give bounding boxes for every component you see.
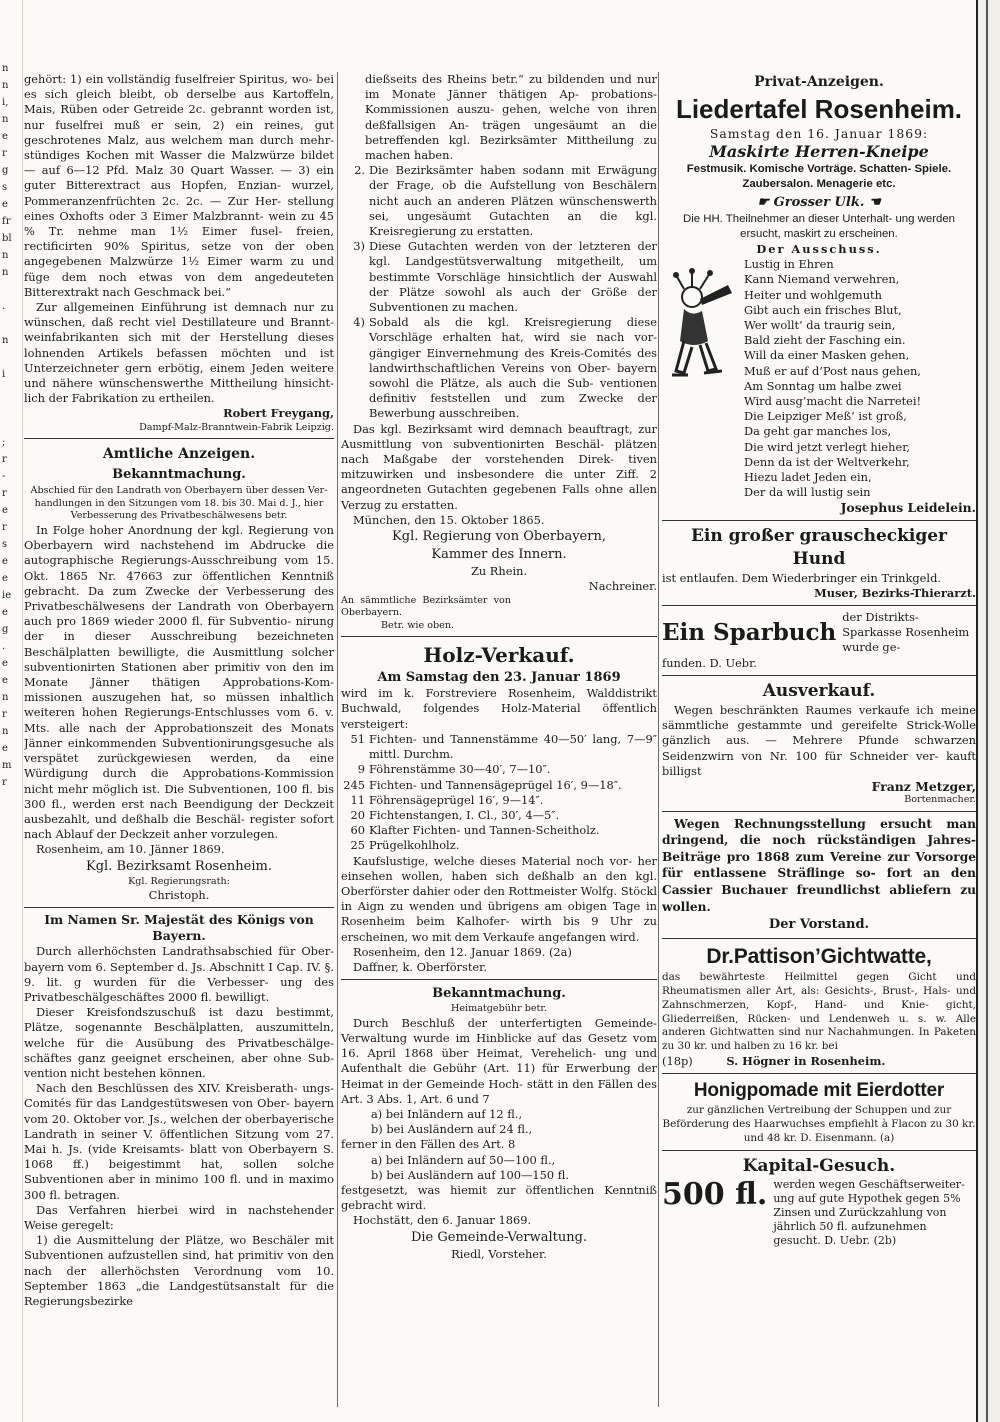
wood-quantity: 20 [350, 807, 365, 822]
adjacent-page-char: fr [2, 216, 11, 227]
office-rosenheim: Kgl. Bezirksamt Rosenheim. [86, 858, 272, 874]
association-ad-text: Wegen Rechnungsstellung ersucht man dringend, die noch rückständigen Jahres- Beiträge pro 1868 zum Vereine zur Vorsorge für entlassene Sträflinge so- fort an den Cassier Buchauer freundlichst abliefern zu wollen. [662, 816, 976, 914]
office-rosenheim-title: Kgl. Regierungsrath: [128, 875, 230, 887]
liedertafel-info: Die HH. Theilnehmer an dieser Unterhalt- ung werden ersucht, maskirt zu erscheinen. [682, 212, 956, 240]
heading-announcement-2: Bekanntmachung. [432, 986, 566, 1002]
adjacent-page-char: bl [2, 233, 12, 244]
capital-request-body [662, 1178, 976, 1248]
poem-line: Wer wollt’ da traurig sein, [744, 318, 896, 333]
clearance-sale-signature: Franz Metzger, [871, 778, 976, 794]
section-rule [662, 605, 976, 606]
adjacent-page-char [2, 349, 20, 366]
gout-wadding-text: das bewährteste Heilmittel gegen Gicht und Rheumatismen aller Art, als: Gesichts-, Brust-, Hals- und Zahnschmerzen, Kopf-, Hand- und Knie- gicht, Gliederreißen, Rücken- und Lendenweh u. s. w. Alle anderen Gichtwatten sind nur Nachahmungen. In Paketen zu 30 kr. und halben zu 16 kr. bei [662, 971, 976, 1053]
adjacent-page-char: n [2, 80, 9, 91]
announcement-2-text: Durch Beschluß der unterfertigten Gemeinde- Verwaltung wurde im Hinblicke auf das Gesetz vom 16. April 1868 über Heimat, Verehelich- ung und Aufenthalt die Gebühr (Art. 11) für Erwerbung der Heimat in der Gemeinde Hoch- stätt in den Fällen des Art. 3 Abs. 1, Art. 6 und 7 [341, 1015, 657, 1106]
section-rule [662, 1150, 976, 1151]
adjacent-page-char: e [2, 573, 8, 584]
adjacent-page-char: r [2, 488, 7, 499]
adjacent-page-char: r [2, 709, 7, 720]
adjacent-page-char [2, 400, 20, 417]
wood-description: Prügelkohlholz. [369, 838, 460, 853]
announcement-text: In Folge hoher Anordnung der kgl. Regierung von Oberbayern wird nachstehend im Abdrucke die autographische Regierungs-Ausschreibung vom 15. Okt. 1865 Nr. 47663 zur öffentlichen Kenntniß gebracht. Da zum Zwecke der Verbesserung des Privatbeschälwesens der Landrath von Oberbayern auch pro 1869 wieder 2000 fl. für Subventio- nirung der in dieser Ausschreibung bezeichneten Beschälplatten bewilligte, die Ausmittlung solcher subventionirten Stationen aber primitiv von den im Monate Jänner thätigen Approbations-Kom- missionen auszugehen hat, so müssen inhaltlich weiteren hohen Regierungs-Entschlusses vom 6. v. Mts. alle nach der Approbationszeit des Monats Jänner einkommenden Subventionirungsgesuche als verspätet zurückgewiesen werden, da eine Würdigung durch die Approbations-Kommission nicht mehr möglich ist. Die Subventionen, 100 fl. bis 300 fl., werden erst nach Beendigung der Deckzeit ausbezahlt, und deßhalb die Beschäl- register sofort nach Ablauf der Deckzeit anher vorzulegen. [24, 523, 334, 842]
office-chamber: Kammer des Innern. [431, 547, 567, 563]
dog-ad-text: ist entlaufen. Dem Wiederbringer ein Trinkgeld. [662, 570, 941, 585]
adjacent-page-char: n [2, 250, 9, 261]
jester-illustration-icon [662, 267, 736, 387]
announcement-2-date: Hochstätt, den 6. Januar 1869. [353, 1213, 532, 1228]
section-heading-official: Amtliche Anzeigen. [102, 446, 256, 463]
fee-d: b) bei Ausländern auf 100—150 fl. [371, 1167, 569, 1182]
office-municipality-signer: Riedl, Vorsteher. [451, 1246, 547, 1261]
column-3 [662, 72, 976, 1248]
section-rule [662, 811, 976, 812]
adjacent-page-char: n [2, 267, 9, 278]
adjacent-page-char: e [2, 675, 8, 686]
adjacent-page-char: . [2, 301, 6, 312]
signature-freygang: Robert Freygang, [223, 406, 334, 421]
poem-line: Gibt auch ein frisches Blut, [744, 302, 902, 317]
decree-subject: Betr. wie oben. [381, 619, 455, 631]
clearance-sale-title: Ausverkauf. [762, 680, 876, 701]
decree-date: München, den 15. Oktober 1865. [353, 512, 545, 527]
right-page-edge [976, 0, 1000, 1422]
fee-middle: ferner in den Fällen des Art. 8 [341, 1137, 516, 1152]
announcement-2-subject: Heimatgebühr betr. [451, 1003, 547, 1015]
adjacent-page-char: ; [2, 437, 6, 448]
royal-decree-text-2: Dieser Kreisfondszuschuß ist dazu bestimmt, Plätze, sogenannte Beschälplatten, auszumitteln, welche für die Ausübung des Privatbeschälge- schäftes ganz geeignet erscheinen, aber ohne Sub- vention nicht bestehen können. [24, 1005, 334, 1080]
pointing-hand-icon: ☛ [757, 194, 774, 210]
section-rule [341, 636, 657, 637]
announcement-date: Rosenheim, am 10. Jänner 1869. [36, 842, 225, 857]
section-rule [662, 520, 976, 521]
pointing-hand-icon: ☚ [864, 194, 881, 210]
wood-quantity: 60 [350, 823, 365, 838]
decree-item-4: 4) Sobald als die kgl. Kreisregierung diese Vorschläge erhalten hat, wird sie nach vor- gängiger Einvernehmung des Kreis-Comités des landwirthschaftlichen Vereins von Ober- bayern sowohl die Plätze, als auch die Sub- ventionen definitiv feststellen und zum Zwecke der Bewerbung ausschreiben. [353, 315, 657, 421]
liedertafel-highlight: ☛ Grosser Ulk. ☚ [757, 194, 881, 210]
office-municipality: Die Gemeinde-Verwaltung. [410, 1229, 588, 1245]
adjacent-page-char: n [2, 692, 9, 703]
decree-item-3: 3) Diese Gutachten werden von der letzteren der kgl. Landgestütsverwaltung mitgetheilt, um bestimmte Vorschläge hinsichtlich der Auswahl der Plätze sowohl als auch der Größe der Subventionen zu machen. [353, 239, 657, 315]
royal-decree-text-3: Nach den Beschlüssen des XIV. Kreisberath- ungs-Comités für das Landgestütswesen von Ober- bayern vom 20. Oktober vor. Js., welchen der oberbayerische Landrath in seiner V. öffentlichen Sitzung vom 27. Mai h. Js. (vide Kreisamts- blatt von Oberbayern S. 1068 ff.) beigestimmt hat, sollen solche Subventionen aber in minimo 100 fl. und in maximo 300 fl. betragen. [24, 1081, 334, 1202]
wood-description: Fichten- und Tannenstämme 40—50′ lang, 7—9″ mittl. Durchm. [369, 731, 657, 762]
savings-book-ad [662, 610, 976, 656]
adjacent-page-char [2, 281, 20, 298]
adjacent-page-char: e [2, 658, 8, 669]
wood-sale-signature: Daffner, k. Oberförster. [353, 959, 487, 974]
pomade-text: zur gänzlichen Vertreibung der Schuppen und zur Beförderung des Haarwuchses empfiehlt à Flacon zu 30 kr. und 48 kr. D. Eisenmann. (a) [662, 1104, 976, 1144]
gout-wadding-seller: (18p) S. Högner in Rosenheim. [662, 1054, 886, 1069]
adjacent-page-char: r [2, 148, 7, 159]
decree-continuation: dießseits des Rheins betr.“ zu bildenden und nur im Monate Jänner thätigen Ap- probations-Kommissionen auszu- gehen, welche von ihren deßfallsigen An- trägen ungesäumt an die betreffenden kgl. Bezirksämter Mittheilung zu machen haben. [365, 72, 657, 163]
adjacent-page-char [2, 383, 20, 400]
wood-sale-item [341, 732, 657, 762]
clearance-sale-profession: Bortenmacher. [904, 794, 976, 806]
capital-amount: 500 fl. [662, 1176, 768, 1212]
liedertafel-signature: Der Ausschuss. [756, 242, 882, 257]
adjacent-page-char: s [2, 539, 8, 550]
wood-sale-list [341, 732, 657, 854]
adjacent-page-char: e [2, 607, 8, 618]
poem-line: Die wird jetzt verlegt hieher, [744, 439, 911, 454]
poem-line: Will da einer Masken gehen, [744, 348, 910, 363]
poem-line: Lustig in Ehren [744, 257, 834, 272]
wood-description: Fichten- und Tannensägeprügel 16′, 9—18″. [369, 777, 622, 792]
adjacent-page-char: i, [2, 97, 9, 108]
adjacent-page-char: g [2, 624, 9, 635]
poem-signature: Josephus Leidelein. [840, 500, 976, 516]
heading-wood-sale: Holz-Verkauf. [423, 643, 575, 668]
savings-book-text: der Distrikts-Sparkasse Rosenheim wurde ge- [842, 610, 970, 655]
adjacent-page-char: e [2, 505, 8, 516]
wood-sale-item [341, 808, 657, 823]
poem-lines [736, 257, 976, 500]
liedertafel-event: Maskirte Herren-Kneipe [709, 142, 929, 162]
adjacent-page-char: i [2, 369, 6, 380]
poem-line: Kann Niemand verwehren, [744, 272, 900, 287]
poem-line: Bald zieht der Fasching ein. [744, 333, 906, 348]
column-1 [24, 72, 334, 1309]
poem-line: Die Leipziger Meß’ ist groß, [744, 409, 907, 424]
adjacent-page-char: e [2, 743, 8, 754]
malt-article-conclusion: Zur allgemeinen Einführung ist demnach nur zu wünschen, daß recht viel Destillateure und Brannt- weinfabrikanten sich mit der Herstellung dieses lohnenden Artikels befassen möchten und ist Unterzeichneter gern erbötig, einem Jeden weitere und nähere wünschenswerthe Mittheilung hinsicht- lich der Fabrikation zu ertheilen. [24, 300, 334, 406]
royal-decree-item-1: 1) die Ausmittelung der Plätze, wo Beschäler mit Subventionen aufzustellen sind, hat primitiv von den nach der allerhöchsten Verordnung vom 10. September 1863 „die Landgestütsanstalt für die Regierungsbezirke [24, 1233, 334, 1308]
wood-sale-item [341, 823, 657, 838]
adjacent-page-char: ie [2, 590, 12, 601]
wood-sale-details: Kaufslustige, welche dieses Material noch vor- her einsehen wollen, haben sich deßhalb an den kgl. Oberförster dahier oder den Rottmeister Wolfg. Stöckl in Aign zu wenden und übrigens am obigen Tage in Rosenheim beim Kalhofer- wirth bis 9 Uhr zu erscheinen, wo mit dem Verkaufe angefangen wird. [341, 853, 657, 944]
dog-ad-title: Ein großer grauscheckiger Hund [690, 525, 948, 569]
section-rule [662, 938, 976, 939]
wood-sale-item [341, 762, 657, 777]
clearance-sale-text: Wegen beschränkten Raumes verkaufe ich meine sämmtliche gestammte und gereifelte Strick-Wolle gänzlich aus. — Mehrere Pfunde schwarzen Seidenzwirn von Nr. 100 für Schneider ver- kauft billigst [662, 702, 976, 778]
column-divider-2 [658, 72, 659, 1407]
office-government: Kgl. Regierung von Oberbayern, [392, 529, 606, 545]
poem-line: Da geht gar manches los, [744, 424, 892, 439]
malt-article-text: gehört: 1) ein vollständig fuselfreier Spiritus, wo- bei es sich gleich bleibt, ob derselbe aus Kartoffeln, Mais, Rüben oder Getreide 2c. gebrannt worden ist, nur fuselfrei muß er sein, 2) ein reines, gut geschrotenes Malz, aus welchem man durch mehr- stündiges Kochen mit Wasser die Malzwürze bildet — auf 6—12 Pfd. Malz 30 Quart Wasser. — 3) ein guter Bitterextract aus Hopfen, Enzian- wurzel, Pommeranzenfrüchten 2c. 2c. — Zur Her- stellung eines Oxhofts oder 3 Eimer Malzbrannt- wein zu 45 % Tr. nehme man 1½ Eimer fusel- freien, rectificirten 90% Spiritus, setze von der oben angegebenen Malzwürze 1½ Eimer warm zu und füge dem noch etwas von dem angedeuteten Bitterextrakt nach Geschmack bei.“ [24, 72, 334, 299]
poem-line: Am Sonntag um halbe zwei [744, 378, 902, 393]
capital-request-text: werden wegen Geschäftserweiter- ung auf gute Hypothek gegen 5% Zinsen und Zurückzahlung von jährlich 50 fl. aufzunehmen gesucht. D. Uebr. (2b) [773, 1177, 965, 1247]
liedertafel-date: Samstag den 16. Januar 1869: [709, 126, 929, 141]
adjacent-page-char: m [2, 760, 12, 771]
office-rosenheim-signer: Christoph. [148, 888, 210, 903]
section-rule [662, 675, 976, 676]
section-rule [662, 1073, 976, 1074]
poem-line: Hiezu ladet Jeden ein, [744, 470, 872, 485]
pomade-title: Honigpomade mit Eierdotter [693, 1080, 945, 1102]
royal-decree-text-1: Durch allerhöchsten Landrathsabschied für Ober- bayern vom 6. September d. Js. Abschnitt I Cap. IV. §. 9. lit. g wurden für die Verbesser- ung des Privatbeschälgeschäftes 2000 fl. bewilligt. [24, 944, 334, 1004]
section-heading-private: Privat-Anzeigen. [754, 74, 884, 90]
poem-line: Muß er auf d’Post naus gehen, [744, 363, 922, 378]
wood-quantity: 11 [350, 792, 365, 807]
fee-b: b) bei Ausländern auf 24 fl., [371, 1122, 533, 1137]
fee-a: a) bei Inländern auf 12 fl., [371, 1106, 523, 1121]
adjacent-page-char: n [2, 63, 9, 74]
wood-quantity: 245 [343, 777, 365, 792]
office-signer-2: Nachreiner. [588, 579, 657, 594]
wood-sale-item [341, 793, 657, 808]
announcement-2-closing: festgesetzt, was hiemit zur öffentlichen Kenntniß gebracht wird. [341, 1182, 657, 1213]
adjacent-page-char [2, 417, 20, 434]
capital-request-title: Kapital-Gesuch. [742, 1155, 896, 1176]
section-rule [341, 979, 657, 980]
adjacent-page-char: n [2, 114, 9, 125]
wood-description: Föhrenstämme 30—40′, 7—10″. [369, 762, 551, 777]
heading-announcement: Bekanntmachung. [112, 467, 246, 483]
association-ad-signature: Der Vorstand. [768, 917, 870, 933]
decree-addressee: An sämmtliche Bezirksämter von Oberbayern. [341, 594, 511, 619]
liedertafel-title: Liedertafel Rosenheim. [675, 94, 963, 124]
column-divider-1 [337, 72, 338, 1407]
liedertafel-program: Festmusik. Komische Vorträge. Schatten- Spiele. Zaubersalon. Menagerie etc. [686, 163, 952, 191]
gout-wadding-title: Dr.Pattison’Gichtwatte, [706, 945, 932, 969]
adjacent-page-char: . [2, 641, 6, 652]
wood-sale-date: Am Samstag den 23. Januar 1869 [377, 670, 621, 686]
section-rule [24, 438, 334, 439]
wood-sale-item [341, 838, 657, 853]
adjacent-page-char: s [2, 182, 8, 193]
wood-description: Klafter Fichten- und Tannen-Scheitholz. [369, 823, 600, 838]
savings-book-found: funden. D. Uebr. [662, 655, 757, 670]
adjacent-page-char: g [2, 165, 9, 176]
adjacent-page-char: n [2, 335, 9, 346]
poem-line: Heiter und wohlgemuth [744, 287, 882, 302]
left-page-edge [0, 0, 23, 1422]
adjacent-page-char: e [2, 199, 8, 210]
decree-instruction: Das kgl. Bezirksamt wird demnach beauftragt, zur Ausmittlung von subventionirten Beschäl- plätzen nach Maßgabe der vorstehenden Direk- tiven mitzuwirken und insbesondere die unter Ziff. 2 angeordneten Gutachten gegebenen Falls ohne allen Verzug zu erstatten. [341, 421, 657, 512]
office-signer-1: Zu Rhein. [470, 564, 528, 579]
announcement-subject: Abschied für den Landrath von Oberbayern über dessen Ver- handlungen in den Sitzungen vom 18. bis 30. Mai d. J., hier Verbesserung des Privatbeschälwesens betr. [30, 485, 328, 522]
wood-quantity: 25 [350, 838, 365, 853]
adjacent-page-char: r [2, 522, 7, 533]
adjacent-page-char: e [2, 131, 8, 142]
wood-quantity: 51 [350, 731, 365, 746]
wood-sale-item [341, 778, 657, 793]
savings-book-title: Ein Sparbuch [662, 619, 837, 647]
poem-line: Wird ausg’macht die Narretei! [744, 394, 922, 409]
adjacent-page-char [2, 315, 20, 332]
adjacent-page-char: r [2, 777, 7, 788]
wood-description: Fichtenstangen, I. Cl., 30′, 4—5″. [369, 807, 560, 822]
wood-description: Föhrensägeprügel 16′, 9—14″. [369, 792, 544, 807]
wood-sale-intro: wird im k. Forstreviere Rosenheim, Walddistrikt Buchwald, folgendes Holz-Material öffentlich versteigert: [341, 686, 657, 731]
adjacent-page-char: n [2, 726, 9, 737]
royal-decree-text-4: Das Verfahren hierbei wird in nachstehender Weise geregelt: [24, 1202, 334, 1232]
poem-line: Der da will lustig sein [744, 485, 871, 500]
adjacent-page-char: - [2, 471, 6, 482]
adjacent-page-char: e [2, 556, 8, 567]
carnival-poem [662, 257, 976, 500]
section-rule [24, 907, 334, 908]
decree-item-2: 2. Die Bezirksämter haben sodann mit Erwägung der Frage, ob die Aufstellung von Beschälern nicht auch an anderen Plätzen wünschenswerth sei, ungesäumt Gutachten an die kgl. Kreisregierung zu erstatten. [354, 163, 657, 239]
signature-freygang-firm: Dampf-Malz-Branntwein-Fabrik Leipzig. [139, 421, 334, 433]
dog-ad-signature: Muser, Bezirks-Thierarzt. [814, 585, 976, 600]
wood-quantity: 9 [357, 762, 365, 777]
column-2 [341, 72, 657, 1262]
fee-c: a) bei Inländern auf 50—100 fl., [371, 1152, 556, 1167]
adjacent-page-char: r [2, 454, 7, 465]
poem-line: Denn da ist der Weltverkehr, [744, 454, 910, 469]
adjacent-page-fragment [2, 60, 20, 791]
wood-sale-date-line: Rosenheim, den 12. Januar 1869. (2a) [353, 944, 572, 959]
heading-in-the-name-of-the-king: Im Namen Sr. Majestät des Königs von Bayern. [44, 912, 314, 944]
